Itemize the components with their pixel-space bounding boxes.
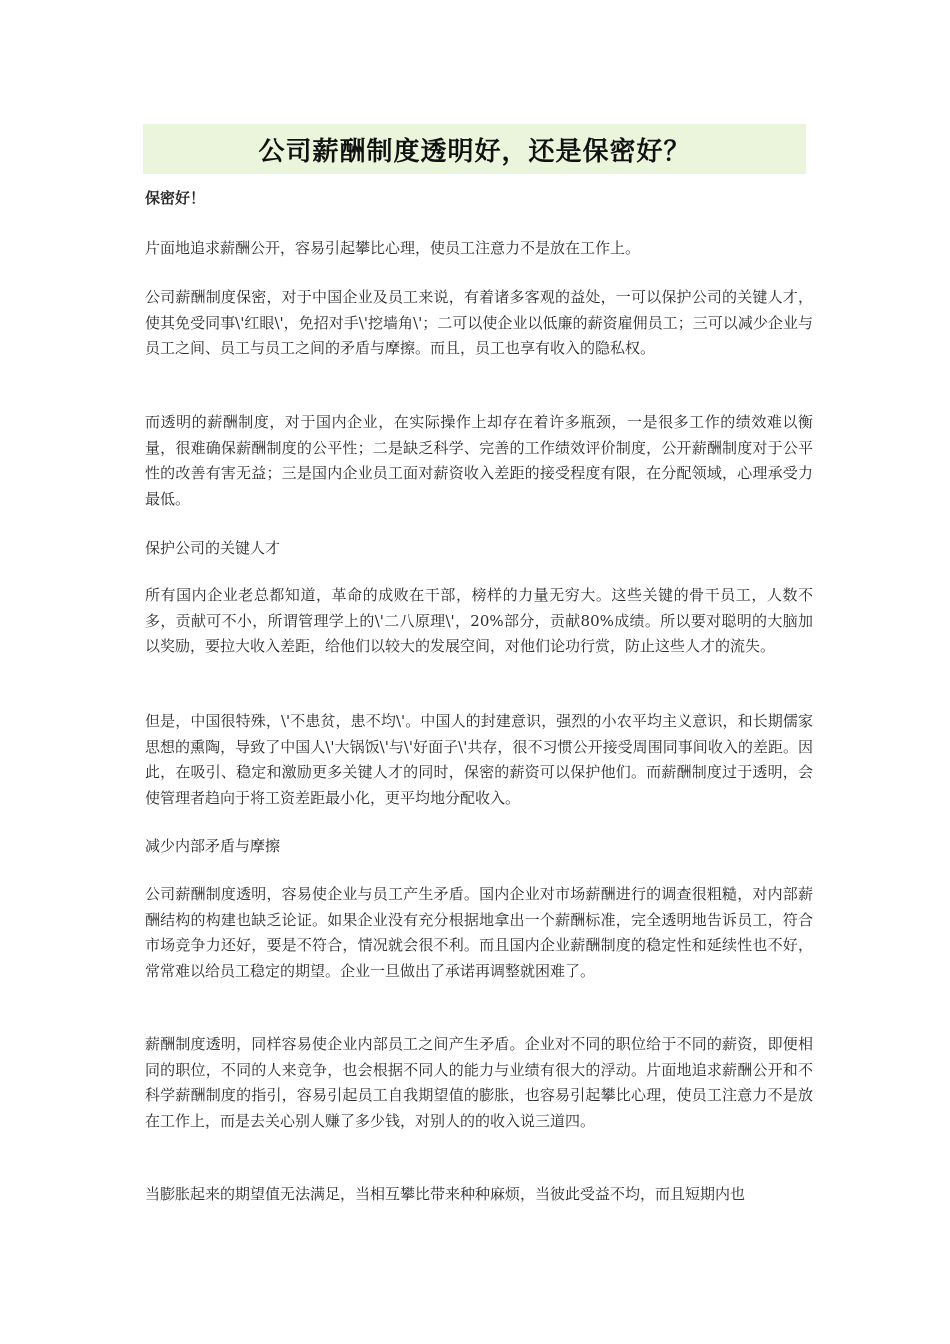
paragraph-answer: 保密好！ [145, 189, 206, 207]
paragraph-intro: 片面地追求薪酬公开，容易引起攀比心理，使员工注意力不是放在工作上。 [145, 239, 641, 257]
paragraph-key-talent: 所有国内企业老总都知道，革命的成败在干部，榜样的力量无穷大。这些关键的骨干员工，人数不多，贡献可不小，所谓管理学上的\'二八原理\'，20%部分，贡献80%成绩。所以要对聪明的大脑加以奖励，要拉大收入差距，给他们以较大的发展空间，对他们论功行赏，防止这些人才的流失。 [145, 586, 813, 655]
paragraph-benefits: 公司薪酬制度保密，对于中国企业及员工来说，有着诸多客观的益处，一可以保护公司的关键人才，使其免受同事\'红眼\'，免招对手\'挖墙角\'；二可以使企业以低廉的薪资雇佣员工；三可以减少企业与员工之间、员工与员工之间的矛盾与摩擦。而且，员工也享有收入的隐私权。 [145, 288, 813, 357]
paragraph-expectation: 当膨胀起来的期望值无法满足，当相互攀比带来种种麻烦，当彼此受益不均，而且短期内也 [145, 1185, 746, 1203]
title-banner [143, 124, 806, 174]
paragraph-employee-conflict: 薪酬制度透明，同样容易使企业内部员工之间产生矛盾。企业对不同的职位给于不同的薪资，即便相同的职位，不同的人来竞争，也会根据不同人的能力与业绩有很大的浮动。片面地追求薪酬公开和不科学薪酬制度的指引，容易引起员工自我期望值的膨胀，也容易引起攀比心理，使员工注意力不是放在工作上，而是去关心别人赚了多少钱，对别人的的收入说三道四。 [145, 1035, 813, 1130]
document-title: 公司薪酬制度透明好，还是保密好？ [258, 136, 691, 167]
paragraph-enterprise-conflict: 公司薪酬制度透明，容易使企业与员工产生矛盾。国内企业对市场薪酬进行的调查很粗糙，对内部薪酬结构的构建也缺乏论证。如果企业没有充分根据地拿出一个薪酬标准，完全透明地告诉员工，符合市场竞争力还好，要是不符合，情况就会很不利。而且国内企业薪酬制度的稳定性和延续性也不好，常常难以给员工稳定的期望。企业一旦做出了承诺再调整就困难了。 [145, 885, 813, 980]
paragraph-bottlenecks: 而透明的薪酬制度，对于国内企业，在实际操作上却存在着许多瓶颈，一是很多工作的绩效难以衡量，很难确保薪酬制度的公平性；二是缺乏科学、完善的工作绩效评价制度，公开薪酬制度对于公平性的改善有害无益；三是国内企业员工面对薪资收入差距的接受程度有限，在分配领域，心理承受力最低。 [145, 413, 813, 508]
section-heading-key-talent: 保护公司的关键人才 [145, 539, 281, 557]
paragraph-china-special: 但是，中国很特殊，\'不患贫，患不均\'。中国人的封建意识，强烈的小农平均主义意识，和长期儒家思想的熏陶，导致了中国人\'大锅饭\'与\'好面子\'共存，很不习惯公开接受周围同事间收入的差距。因此，在吸引、稳定和激励更多关键人才的同时，保密的薪资可以保护他们。而薪酬制度过于透明，会使管理者趋向于将工资差距最小化，更平均地分配收入。 [145, 712, 813, 807]
section-heading-reduce-conflict: 减少内部矛盾与摩擦 [145, 837, 281, 855]
